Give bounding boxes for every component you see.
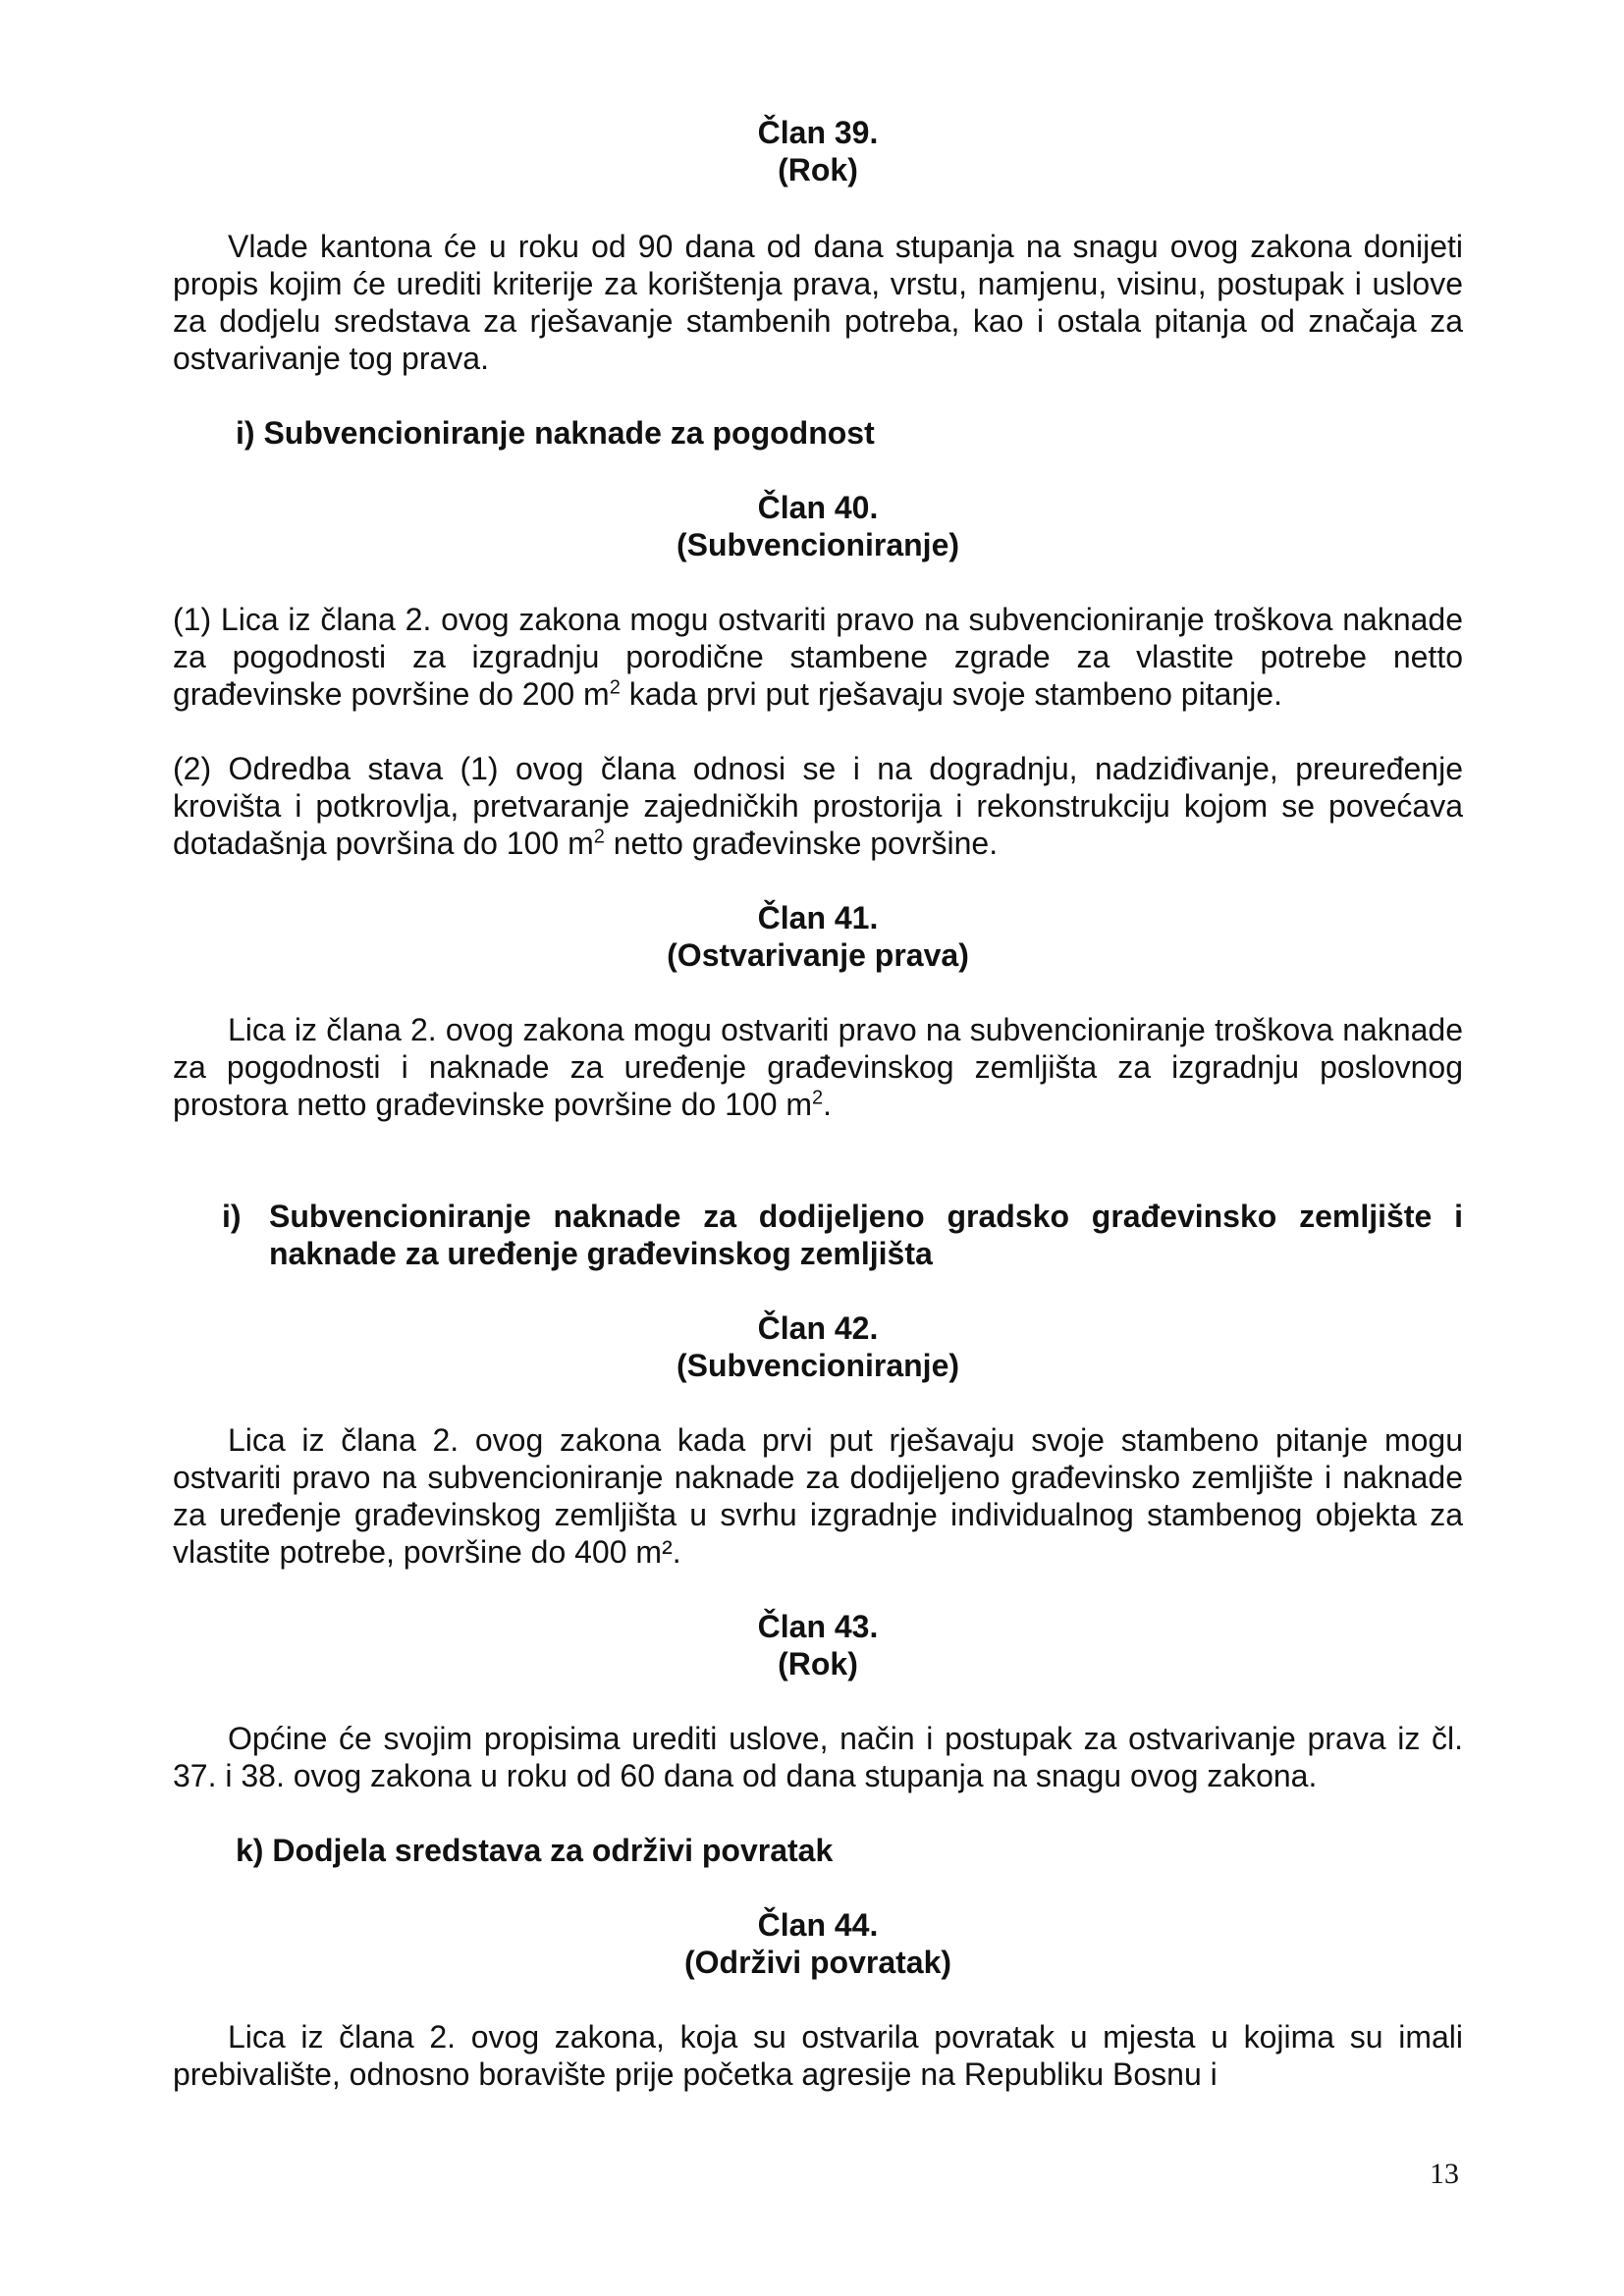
article-43-text: Općine će svojim propisima urediti uslove, način i postupak za ostvarivanje prava iz čl. 37. i 38. ovog zakona u roku od 60 dana od dana stupanja na snagu ovog zakona. [173,1721,1463,1793]
article-43-title: Član 43. [757,1609,879,1644]
article-40-paragraph-1: (1) Lica iz člana 2. ovog zakona mogu ostvariti pravo na subvencioniranje troškova naknade za pogodnosti za izgradnju porodične stambene zgrade za vlastite potrebe netto građevinske površine do 200 $m^2$ kada prvi put rješavaju svoje stambeno pitanje. [173,602,1463,712]
page-number: 13 [1430,2158,1459,2190]
section-k-heading: k) Dodjela sredstava za održivi povratak [236,1833,834,1868]
article-40-paragraph-2: (2) Odredba stava (1) ovog člana odnosi se i na dogradnju, nadziđivanje, preuređenje krovišta i potkrovlja, pretvaranje zajedničkih prostorija i rekonstrukciju kojom se povećava dotadašnja površina do 100 $m^2$ netto građevinske površine. [173,751,1463,861]
article-40-title: Član 40. [757,490,879,525]
section-i-heading-2 [173,1198,1463,1272]
article-42-title: Član 42. [757,1310,879,1346]
article-41-subtitle: (Ostvarivanje prava) [667,937,969,973]
page-content [173,114,1463,2093]
section-i-marker: i) [222,1199,242,1234]
article-41-text: Lica iz člana 2. ovog zakona mogu ostvariti pravo na subvencioniranje troškova naknade za pogodnosti i naknade za uređenje građevinskog zemljišta za izgradnju poslovnog prostora netto građevinske površine do 100 $m^2$. [173,1012,1463,1122]
article-44-text: Lica iz člana 2. ovog zakona, koja su ostvarila povratak u mjesta u kojima su imali prebivalište, odnosno boravište prije početka agresije na Republiku Bosnu i [173,2019,1463,2092]
article-39-subtitle: (Rok) [778,152,858,187]
article-43-subtitle: (Rok) [778,1646,858,1682]
article-41-title: Član 41. [757,900,879,935]
article-44-subtitle: (Održivi povratak) [683,1945,952,1980]
article-39-title: Član 39. [757,115,879,150]
article-40-subtitle: (Subvencioniranje) [676,527,960,562]
article-42-text: Lica iz člana 2. ovog zakona kada prvi put rješavaju svoje stambeno pitanje mogu ostvariti pravo na subvencioniranje naknade za dodijeljeno građevinsko zemljište i naknade za uređenje građevinskog zemljišta u svrhu izgradnje individualnog stambenog objekta za vlastite potrebe, površine do 400 m². [173,1422,1463,1570]
article-44-title: Član 44. [757,1907,879,1943]
article-42-subtitle: (Subvencioniranje) [676,1348,960,1383]
section-i-heading-2-text: Subvencioniranje naknade za dodijeljeno gradsko građevinsko zemljište i naknade za uređenje građevinskog zemljišta [269,1199,1463,1271]
article-39-text: Vlade kantona će u roku od 90 dana od dana stupanja na snagu ovog zakona donijeti propis kojim će urediti kriterije za korištenja prava, vrstu, namjenu, visinu, postupak i uslove za dodjelu sredstava za rješavanje stambenih potreba, kao i ostala pitanja od značaja za ostvarivanje tog prava. [173,229,1463,376]
section-i-heading-1: i) Subvencioniranje naknade za pogodnost [236,415,875,451]
